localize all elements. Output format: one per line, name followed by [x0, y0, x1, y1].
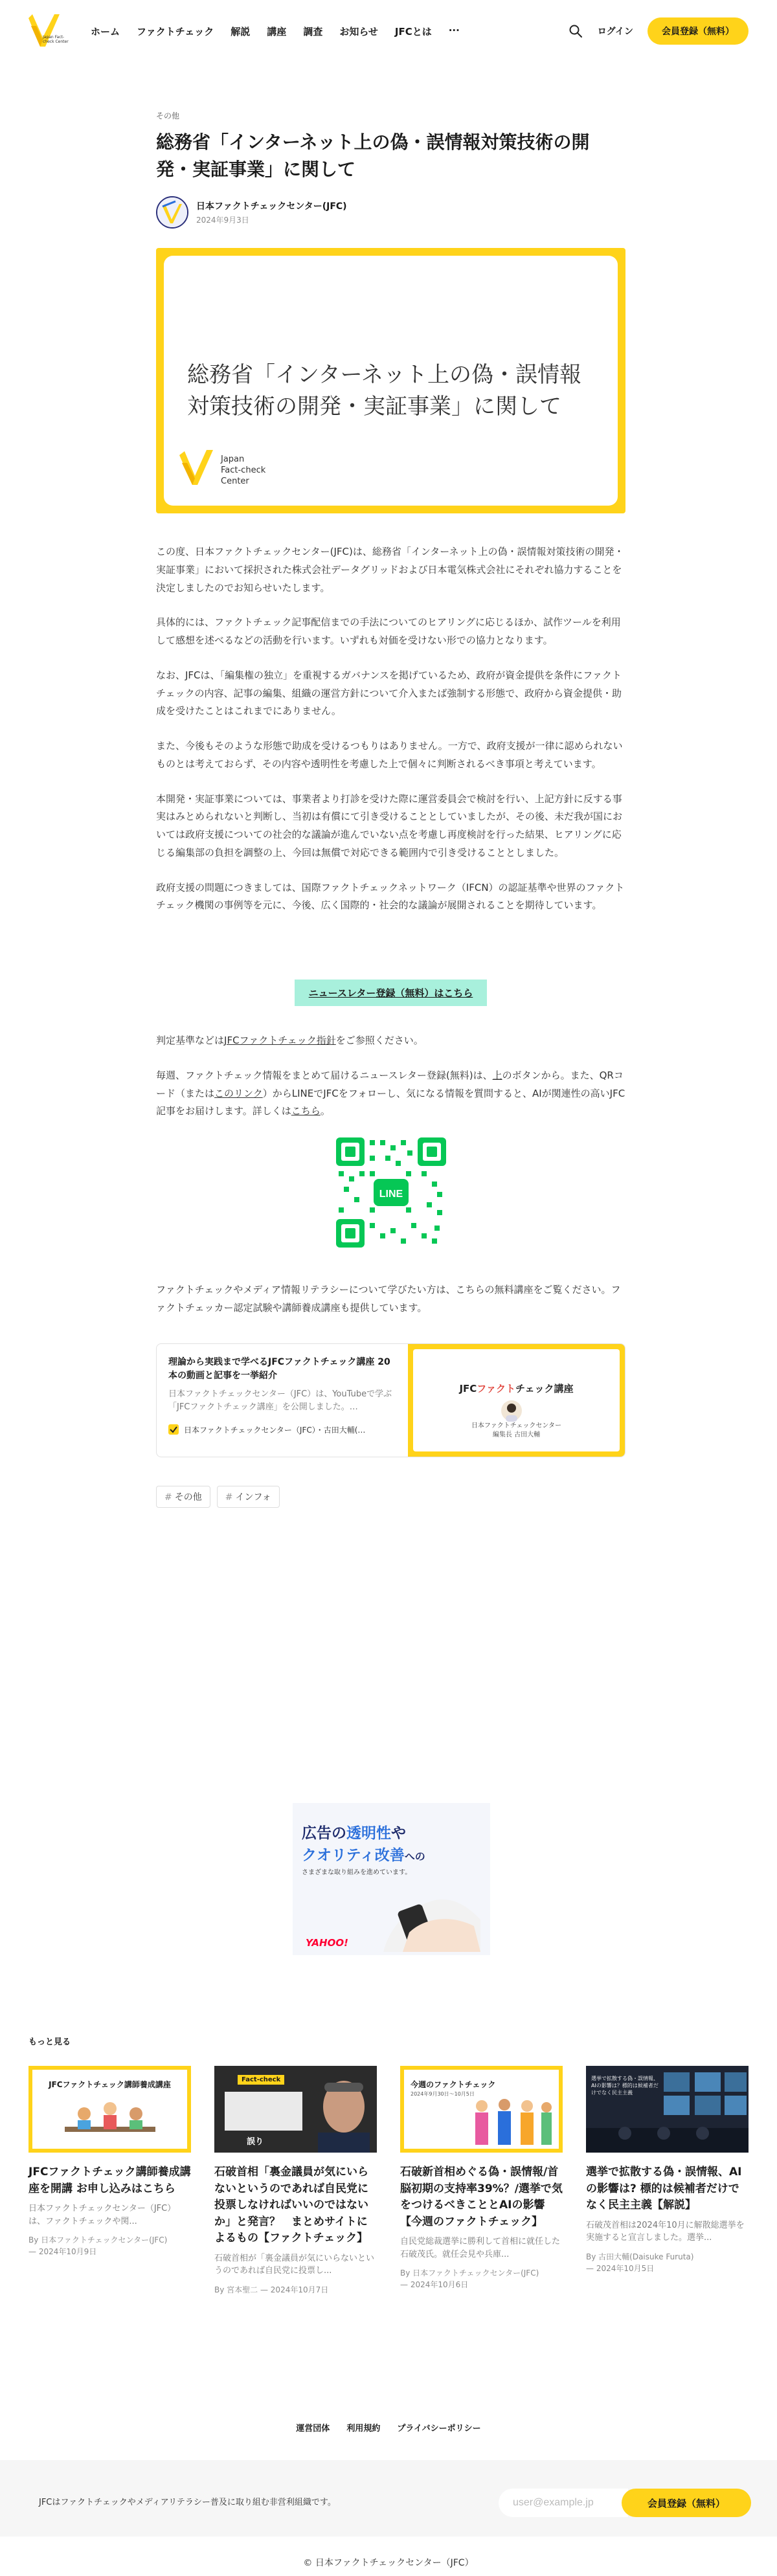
- tag-info[interactable]: # インフォ: [217, 1486, 280, 1508]
- article: [156, 110, 625, 1508]
- card-byline: By 日本ファクトチェックセンター(JFC) — 2024年10月6日: [400, 2268, 539, 2289]
- footer-link-org[interactable]: 運営団体: [296, 2424, 330, 2434]
- article-body: [156, 543, 625, 915]
- nav-factcheck[interactable]: ファクトチェック: [137, 25, 214, 38]
- paragraph: 具体的には、ファクトチェック記事配信までの手法についてのヒアリングに応じるほか、試作ツールを利用して感想を述べるなどの活動を行います。いずれも対価を受けない形での協力となります。: [156, 616, 621, 646]
- card-desc: 日本ファクトチェックセンター（JFC）は、ファクトチェックや関...: [28, 2204, 176, 2226]
- card-byline: By 宮本聖二 — 2024年10月7日: [214, 2285, 329, 2294]
- article-category[interactable]: その他: [156, 111, 180, 120]
- nav-research[interactable]: 調査: [303, 25, 323, 38]
- hero-title: 総務省「インターネット上の偽・誤情報対策技術の開発・実証事業」に関して: [187, 362, 581, 420]
- author-name[interactable]: 日本ファクトチェックセンター(JFC): [196, 201, 347, 212]
- page-title: 総務省「インターネット上の偽・誤情報対策技術の開発・実証事業」に関して: [156, 131, 590, 180]
- logo-text: Japan Fact-check Center: [43, 35, 69, 45]
- footer-signup-button[interactable]: 会員登録（無料）: [622, 2489, 751, 2517]
- footer-links: [0, 2421, 777, 2434]
- nav-news[interactable]: お知らせ: [339, 25, 378, 38]
- learn-text: ファクトチェックやメディア情報リテラシーについて学びたい方は、こちらの無料講座をご覧ください。ファクトチェッカー認定試験や講師養成講座も提供しています。: [156, 1284, 621, 1314]
- nav-course[interactable]: 講座: [267, 25, 287, 38]
- card-desc: 石破首相が「裏金議員が気にいらないというのであれば自民党に投票し...: [214, 2253, 375, 2276]
- link-card-image-sub: 日本ファクトチェックセンター: [471, 1422, 562, 1429]
- ad-brand-logo: YAHOO!: [306, 1937, 348, 1949]
- card-thumbnail: [586, 2066, 749, 2153]
- footer-newsletter: [0, 2460, 777, 2537]
- search-icon[interactable]: [568, 23, 583, 39]
- more-section-label: もっと見る: [28, 2037, 71, 2047]
- publish-date: 2024年9月3日: [196, 216, 249, 225]
- hero-logo: [179, 447, 265, 487]
- presenter-avatar: [501, 1400, 523, 1422]
- paragraph: 本開発・実証事業については、事業者より打診を受けた際に運営委員会で検討を行い、上記方針に反する事実はみとめられないと判断し、当初は有償にて引き受けることとしていましたが、その後、未だ我が国においては政府支援についての社会的な議論が進んでいない点を考慮し再度検討を行った結果、ヒアリングに応じる編集部の負担を調整の上、今回は無償で対応できる範囲内で引き受けることとしました。: [156, 792, 623, 858]
- related-card[interactable]: [400, 2066, 563, 2296]
- thumb-subtitle: 2024年9月30日〜10月5日: [411, 2091, 475, 2097]
- newsletter-signup-button[interactable]: ニュースレター登録（無料）はこちら: [295, 980, 488, 1006]
- email-field[interactable]: [499, 2489, 628, 2517]
- nav-explainer[interactable]: 解説: [231, 25, 251, 38]
- related-card[interactable]: [28, 2066, 191, 2296]
- login-link[interactable]: ログイン: [597, 27, 633, 37]
- tag-other[interactable]: # その他: [156, 1486, 210, 1508]
- course-link-card[interactable]: [156, 1343, 625, 1457]
- hero-logo-line: Center: [221, 476, 249, 487]
- ad-headline: 広告の透明性や: [302, 1825, 406, 1842]
- hero-logo-line: Fact-check: [221, 465, 266, 476]
- line-qr-code[interactable]: [336, 1137, 446, 1248]
- site-logo[interactable]: [28, 12, 67, 50]
- related-card[interactable]: [586, 2066, 749, 2296]
- tag-list: [156, 1486, 625, 1508]
- link-card-desc: 日本ファクトチェックセンター（JFC）は、YouTubeで学ぶ「JFCファクトチェック講座」を公開しました。…: [168, 1389, 392, 1412]
- footer-link-terms[interactable]: 利用規約: [346, 2424, 381, 2434]
- card-title: 石破新首相めぐる偽・誤情報/首脳初期の支持率39%？/選挙で気をつけるべきこととAIの影響【今週のファクトチェック】: [400, 2166, 563, 2228]
- ad-banner[interactable]: [293, 1803, 490, 1955]
- card-title: 選挙で拡散する偽・誤情報、AIの影響は? 標的は候補者だけでなく民主主義【解説】: [586, 2166, 742, 2212]
- card-thumbnail: [400, 2066, 563, 2153]
- related-articles: [28, 2066, 749, 2296]
- guideline-link[interactable]: JFCファクトチェック指針: [224, 1035, 336, 1046]
- nav-about[interactable]: JFCとは: [394, 25, 432, 38]
- check-icon: [168, 1424, 179, 1435]
- link-card-image-sub: 編集長 古田大輔: [492, 1431, 541, 1439]
- hero-logo-line: Japan: [221, 454, 245, 465]
- card-byline: By 日本ファクトチェックセンター(JFC) — 2024年10月9日: [28, 2235, 168, 2256]
- related-card[interactable]: [214, 2066, 377, 2296]
- card-desc: 石破茂首相は2024年10月に解散総選挙を実施すると宣言しました。選挙...: [586, 2220, 745, 2243]
- person-photo: [311, 2071, 376, 2153]
- qr-label: LINE: [379, 1189, 403, 1200]
- verdict-badge: 誤り: [247, 2137, 264, 2147]
- up-link[interactable]: 上: [492, 1069, 502, 1081]
- details-link[interactable]: こちら: [291, 1105, 321, 1117]
- main-nav: [91, 25, 460, 38]
- hero-image: [156, 248, 625, 513]
- card-thumbnail: [214, 2066, 377, 2153]
- link-card-title: 理論から実践まで学べるJFCファクトチェック講座 20本の動画と記事を一挙紹介: [168, 1356, 390, 1381]
- thumb-title: JFCファクトチェック講師養成講座: [49, 2080, 171, 2089]
- card-title: JFCファクトチェック講師養成講座を開講 お申し込みはこちら: [28, 2166, 191, 2195]
- link-card-image: [408, 1344, 625, 1457]
- signup-button[interactable]: 会員登録（無料）: [648, 17, 749, 45]
- card-thumbnail: [28, 2066, 191, 2153]
- paragraph: なお、JFCは、「編集権の独立」を重視するガバナンスを掲げているため、政府が資金提供を条件にファクトチェックの内容、記事の編集、組織の運営方針について介入またば強制する形態で、政府から資金提供・助成を受けたことはこれまでにありません。: [156, 669, 622, 717]
- criteria-text: 判定基準などはJFCファクトチェック指針をご参照ください。: [156, 1035, 423, 1046]
- link-card-image-title: JFCファクトチェック講座: [459, 1382, 574, 1394]
- nav-more[interactable]: ···: [448, 24, 460, 36]
- thumb-title: Fact-check: [238, 2075, 284, 2085]
- line-link[interactable]: このリンク: [214, 1087, 263, 1099]
- ad-headline: クオリティ改善への: [302, 1847, 425, 1864]
- subscribe-text: 毎週、ファクトチェック情報をまとめて届けるニュースレター登録(無料)は、上のボタンから。また、QRコード（またはこのリンク）からLINEでJFCをフォローし、気になる情報を質問すると、AIが関連性の高いJFC記事をお届けします。詳しくはこちら。: [156, 1069, 625, 1117]
- paragraph: この度、日本ファクトチェックセンター(JFC)は、総務省「インターネット上の偽・誤情報対策技術の開発・実証事業」において採択された株式会社データグリッドおよび日本電気株式会社にそれぞれ協力することを決定しましたのでお知らせいたします。: [156, 546, 624, 594]
- card-byline: By 古田大輔(Daisuke Furuta) — 2024年10月5日: [586, 2252, 694, 2273]
- card-title: 石破首相「裏金議員が気にいらないというのであれば自民党に投票しなければいいのではないか」と発言？ まとめサイトによるもの【ファクトチェック】: [214, 2166, 368, 2245]
- link-card-source: 日本ファクトチェックセンター（JFC）・古田大輔(…: [184, 1425, 366, 1435]
- footer-link-privacy[interactable]: プライバシーポリシー: [397, 2424, 481, 2434]
- thumb-title: 今週のファクトチェック: [411, 2080, 496, 2089]
- ad-illustration: [357, 1881, 480, 1952]
- paragraph: 政府支援の問題につきましては、国際ファクトチェックネットワーク（IFCN）の認証基準や世界のファクトチェック機関の事例等を元に、今後、広く国際的・社会的な議論が展開されることを期待しています。: [156, 881, 625, 912]
- paragraph: また、今後もそのような形態で助成を受けるつもりはありません。一方で、政府支援が一律に認められないものとは考えておらず、その内容や透明性を考慮した上で個々に判断されるべき事項と考えています。: [156, 740, 623, 770]
- subscribe-info: [156, 1032, 625, 1121]
- ad-subtext: さまざまな取り組みを進めています。: [302, 1869, 412, 1876]
- nav-home[interactable]: ホーム: [91, 25, 120, 38]
- header-actions: [568, 17, 749, 45]
- site-header: [0, 0, 777, 62]
- copyright: © 日本ファクトチェックセンター（JFC）: [303, 2558, 474, 2568]
- card-desc: 自民党総裁選挙に勝利して首相に就任した石破茂氏。就任会見や兵庫...: [400, 2237, 561, 2259]
- thumb-title: 選挙で拡散する偽・誤情報、AIの影響は？標的は候補者だけでなく民主主義: [591, 2076, 659, 2096]
- avatar[interactable]: [156, 196, 188, 229]
- author-row: [156, 196, 625, 229]
- footer-description: JFCはファクトチェックやメディアリテラシー普及に取り組む非営利組織です。: [39, 2498, 336, 2507]
